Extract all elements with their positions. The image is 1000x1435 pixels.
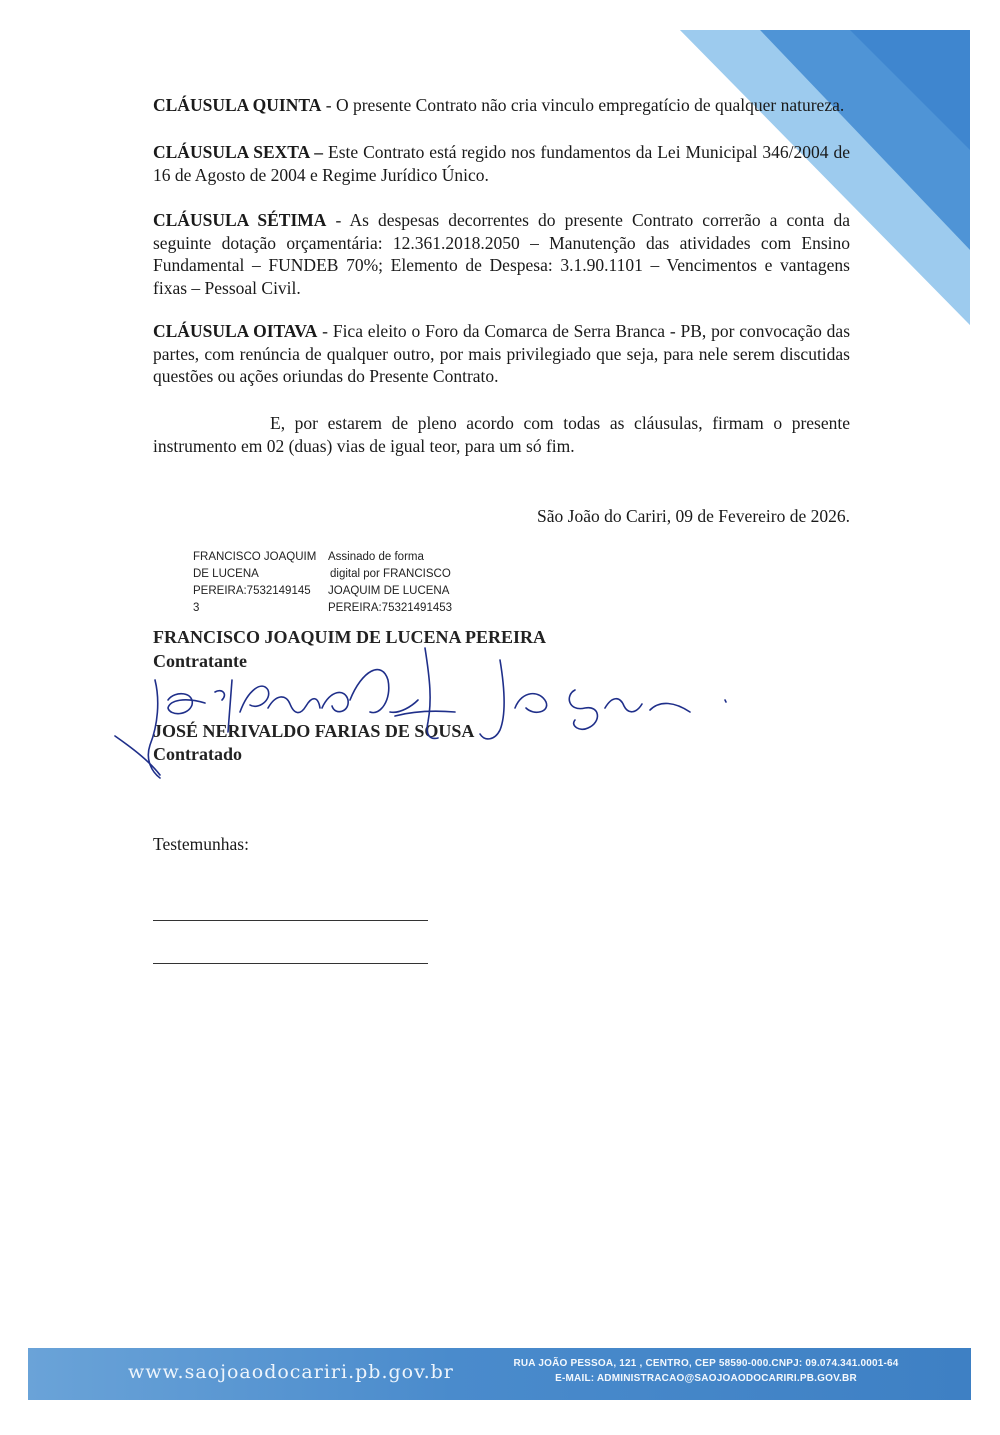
- clause-sexta: [153, 141, 850, 186]
- clause-quinta: [153, 94, 850, 117]
- witness-signature-line-1: [153, 920, 428, 921]
- clause-setima: [153, 209, 850, 299]
- clause-sexta-title: CLÁUSULA SEXTA –: [153, 142, 324, 162]
- footer-bar: [28, 1348, 971, 1400]
- digital-signature-note-line: Assinado de forma: [328, 551, 424, 563]
- digital-signature-note-line: digital por FRANCISCO: [330, 568, 451, 580]
- contratante-name: FRANCISCO JOAQUIM DE LUCENA PEREIRA: [153, 627, 547, 647]
- footer-email-line: E-MAIL: ADMINISTRACAO@SAOJOAODOCARIRI.PB.GOV.BR: [555, 1373, 857, 1384]
- footer-address-line: RUA JOÃO PESSOA, 121 , CENTRO, CEP 58590-000.CNPJ: 09.074.341.0001-64: [513, 1358, 899, 1369]
- clause-setima-text: - As despesas decorrentes do presente Contrato correrão a conta da seguinte dotação orçamentária: 12.361.2018.2050 – Manutenção das atividades com Ensino Fundamental – FUNDEB 70%; Elemento de Despesa: 3.1.90.1101 – Vencimentos e vantagens fixas – Pessoal Civil.: [153, 210, 850, 298]
- digital-signature-holder-line: FRANCISCO JOAQUIM: [193, 551, 317, 563]
- footer-website: www.saojoaodocariri.pb.gov.br: [128, 1361, 454, 1383]
- clause-quinta-text: - O presente Contrato não cria vinculo empregatício de qualquer natureza.: [321, 95, 845, 115]
- clause-quinta-title: CLÁUSULA QUINTA: [153, 95, 322, 115]
- clause-oitava: [153, 320, 850, 388]
- witnesses-label: Testemunhas:: [153, 834, 249, 854]
- witness-signature-line-2: [153, 963, 428, 964]
- closing-text: E, por estarem de pleno acordo com todas as cláusulas, firmam o presente instrumento em 02 (duas) vias de igual teor, para um só fim.: [153, 413, 850, 456]
- contratado-role: Contratado: [153, 744, 242, 764]
- digital-signature-note: [328, 549, 498, 617]
- digital-signature-holder-line: 3: [193, 602, 200, 614]
- clause-sexta-text: Este Contrato está regido nos fundamentos da Lei Municipal 346/2004 de 16 de Agosto de 2004 e Regime Jurídico Único.: [153, 142, 851, 185]
- digital-signature-holder-line: DE LUCENA: [193, 568, 259, 580]
- clause-oitava-title: CLÁUSULA OITAVA: [153, 321, 318, 341]
- clause-setima-title: CLÁUSULA SÉTIMA: [153, 210, 327, 230]
- contratante-role: Contratante: [153, 651, 247, 671]
- clause-oitava-text: - Fica eleito o Foro da Comarca de Serra Branca - PB, por convocação das partes, com renúncia de qualquer outro, por mais privilegiado que seja, para nele serem discutidas questões ou ações oriundas do Presente Contrato.: [153, 321, 850, 386]
- contratado-name: JOSÉ NERIVALDO FARIAS DE SOUSA: [153, 721, 475, 741]
- digital-signature-note-line: PEREIRA:75321491453: [328, 602, 453, 614]
- place-date: São João do Cariri, 09 de Fevereiro de 2026.: [537, 506, 850, 526]
- closing-paragraph: [153, 412, 850, 457]
- digital-signature-holder-line: PEREIRA:7532149145: [193, 585, 311, 597]
- footer-address: [486, 1356, 926, 1386]
- digital-signature-note-line: JOAQUIM DE LUCENA: [328, 585, 450, 597]
- digital-signature-holder: [193, 549, 333, 617]
